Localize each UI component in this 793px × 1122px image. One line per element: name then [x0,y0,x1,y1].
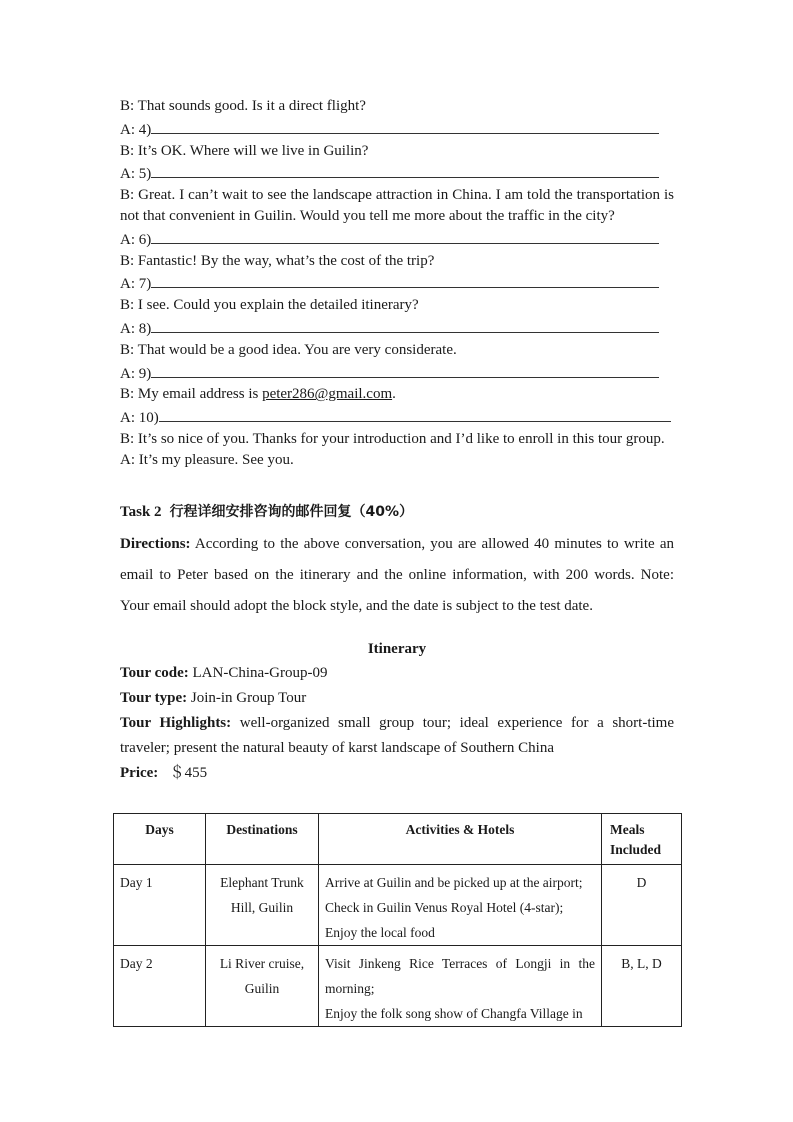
activity-line: Check in Guilin Venus Royal Hotel (4-star); [325,900,564,915]
answer-label: A: 4) [120,121,152,138]
answer-line [120,271,674,295]
answer-label: A: 6) [120,231,152,248]
cell-activities [319,865,602,946]
tour-type-value: Join-in Group Tour [187,689,307,706]
tour-type [120,686,674,711]
task-title-cn: 行程详细安排咨询的邮件回复（40%） [169,503,414,520]
price-label: Price: [120,764,159,781]
cell-day: Day 2 [114,946,206,1027]
task-heading [120,501,674,521]
header-activities: Activities & Hotels [319,814,602,865]
cell-destination: Li River cruise, Guilin [206,946,319,1027]
itinerary-title: Itinerary [367,640,427,657]
answer-blank-9[interactable] [151,361,659,378]
answer-blank-5[interactable] [151,161,659,178]
directions [120,529,674,622]
activity-line: Arrive at Guilin and be picked up at the airport; [325,875,583,890]
highlights-label: Tour Highlights: [120,714,232,731]
cell-meals: B, L, D [602,946,682,1027]
tour-highlights [120,711,674,761]
dialogue-line: B: That would be a good idea. You are very considerate. [120,341,457,358]
header-meals: Meals Included [602,814,682,865]
dialogue-line: B: It’s so nice of you. Thanks for your introduction and I’d like to enroll in this tour group. [120,430,665,447]
dialogue-text: B: My email address is [120,386,263,403]
table-header-row [114,814,682,865]
itinerary-info [120,661,674,786]
table-row [114,865,682,946]
task-label: Task 2 [120,503,162,520]
tour-price [120,761,674,786]
header-destinations: Destinations [206,814,319,865]
itinerary-table [113,813,682,1027]
directions-text: According to the above conversation, you are allowed 40 minutes to write an email to Peter based on the itinerary and the online information, with 200 words. Note: Your email should adopt the block style, and the date is subject to the test date. [120,535,674,614]
cell-activities [319,946,602,1027]
cell-destination: Elephant Trunk Hill, Guilin [206,865,319,946]
dialogue-line: A: It’s my pleasure. See you. [120,451,294,468]
answer-line [120,161,674,185]
tour-code-value: LAN-China-Group-09 [188,664,328,681]
dialogue-line: B: Fantastic! By the way, what’s the cost of the trip? [120,252,435,269]
table-row [114,946,682,1027]
answer-line [120,227,674,251]
price-value: ＄455 [169,764,208,781]
dialogue [120,96,674,471]
answer-line [120,405,674,429]
answer-line [120,361,674,385]
activity-line: Visit Jinkeng Rice Terraces of Longji in the morning; [325,956,595,996]
answer-blank-8[interactable] [151,316,659,333]
dialogue-text: . [392,386,396,403]
answer-blank-7[interactable] [151,271,659,288]
answer-label: A: 10) [120,410,159,427]
answer-label: A: 5) [120,166,152,183]
answer-blank-4[interactable] [151,117,659,134]
dialogue-line: B: Great. I can’t wait to see the landscape attraction in China. I am told the transportation is not that convenient in Guilin. Would you tell me more about the traffic in the city? [120,187,674,224]
tour-code [120,661,674,686]
dialogue-line: B: I see. Could you explain the detailed itinerary? [120,297,419,314]
dialogue-line: B: That sounds good. Is it a direct flight? [120,98,366,114]
cell-meals: D [602,865,682,946]
dialogue-line: B: It’s OK. Where will we live in Guilin? [120,142,369,159]
answer-label: A: 9) [120,365,152,382]
highlights-value: well-organized small group tour; ideal experience for a short-time traveler; present the natural beauty of karst landscape of Southern China [120,714,674,756]
cell-day: Day 1 [114,865,206,946]
answer-blank-10[interactable] [159,405,671,422]
answer-label: A: 8) [120,320,152,337]
tour-type-label: Tour type: [120,689,188,706]
activity-line: Enjoy the folk song show of Changfa Village in [325,1006,583,1021]
directions-label: Directions: [120,535,191,552]
document-page [120,96,674,786]
answer-line [120,117,674,141]
answer-blank-6[interactable] [151,227,659,244]
tour-code-label: Tour code: [120,664,189,681]
answer-line [120,316,674,340]
dialogue-line [120,384,674,405]
activity-line: Enjoy the local food [325,925,435,940]
email-link[interactable]: peter286@gmail.com [262,386,393,403]
header-days: Days [114,814,206,865]
answer-label: A: 7) [120,276,152,293]
